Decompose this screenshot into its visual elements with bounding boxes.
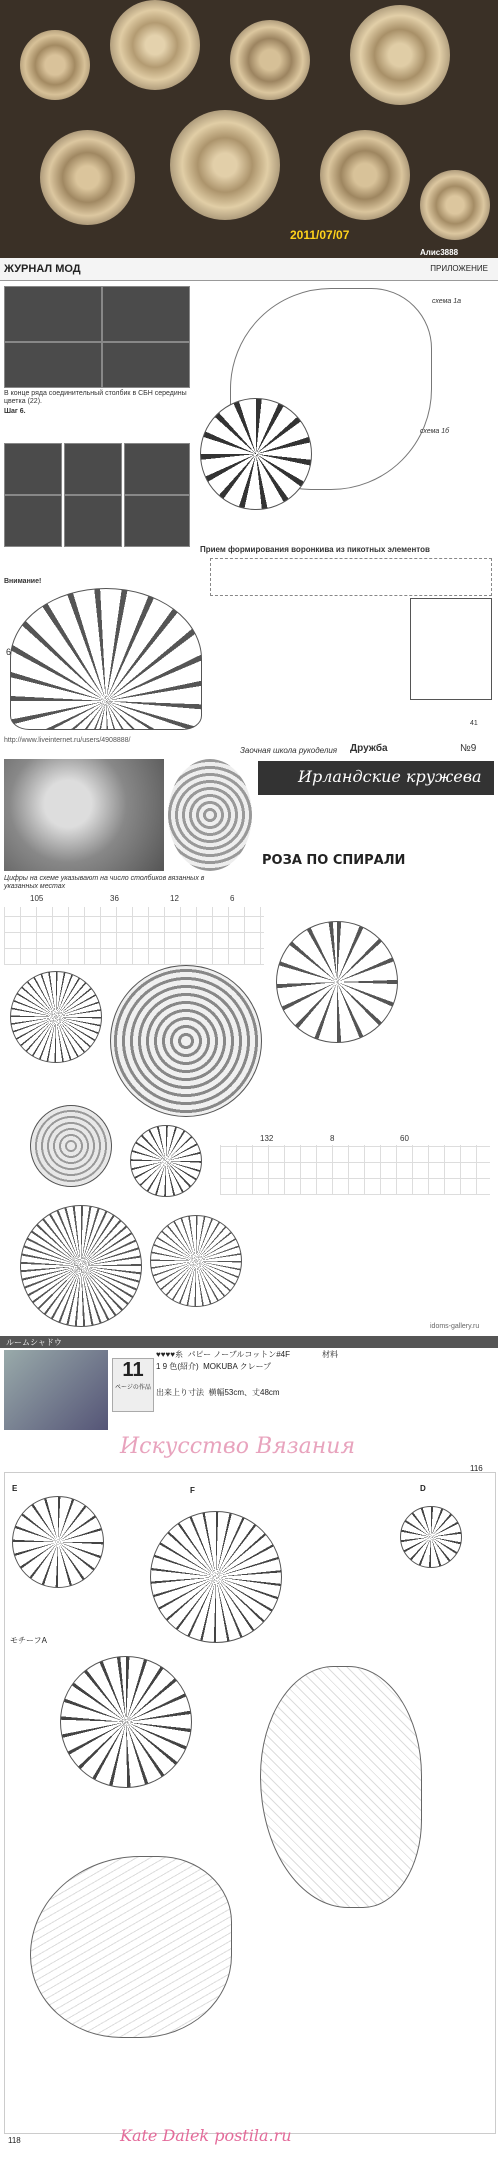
product-photo bbox=[4, 1350, 108, 1430]
irish-title: Ирландские кружева bbox=[298, 767, 482, 786]
header-label: ルームシャドウ bbox=[6, 1338, 62, 1347]
petal-round-chart bbox=[276, 921, 398, 1043]
step-photo bbox=[102, 342, 190, 388]
spiral-rose-title: РОЗА ПО СПИРАЛИ bbox=[262, 853, 406, 868]
ring-chart bbox=[20, 1205, 142, 1327]
page-number: 116 bbox=[470, 1464, 483, 1473]
issue-number: №9 bbox=[460, 743, 477, 754]
step-photo bbox=[124, 495, 190, 547]
flower-chart bbox=[200, 398, 312, 510]
page-label: ページの作品 bbox=[115, 1385, 151, 1391]
side-label: 材料 bbox=[322, 1350, 338, 1359]
stitch-count: 12 bbox=[170, 894, 179, 903]
motif-label: D bbox=[420, 1484, 426, 1493]
pattern-number: 11 bbox=[122, 1359, 144, 1381]
watermark: Искусство Вязания bbox=[120, 1434, 356, 1459]
stitch-count: 60 bbox=[400, 1134, 409, 1143]
magazine-logo: ЖУРНАЛ МОД bbox=[4, 263, 81, 275]
rose-motif bbox=[170, 110, 280, 220]
header-right-label: ПРИЛОЖЕНИЕ bbox=[430, 264, 488, 273]
stitch-count: 8 bbox=[330, 1134, 335, 1143]
motif-f-chart bbox=[150, 1511, 282, 1643]
motif-label: モチーフA bbox=[10, 1636, 47, 1645]
petal-chart bbox=[10, 588, 202, 730]
instruction-text: В конце ряда соединительный столбик в СБН середины цветка (22). bbox=[4, 390, 189, 405]
scheme-label: схема 1б bbox=[420, 428, 450, 435]
motif-a-chart bbox=[60, 1656, 192, 1788]
lace-photo bbox=[0, 0, 498, 258]
stitch-count: 6 bbox=[230, 894, 235, 903]
stitch-count: 105 bbox=[30, 894, 44, 903]
small-rose-chart bbox=[130, 1125, 202, 1197]
page-number: 118 bbox=[8, 2136, 21, 2145]
step-heading: Шаг 6. bbox=[4, 408, 26, 415]
japanese-header-bar bbox=[0, 1336, 498, 1348]
step-photo bbox=[4, 286, 102, 342]
step-photo bbox=[102, 286, 190, 342]
motif-label: F bbox=[190, 1486, 195, 1495]
small-rose-photo bbox=[30, 1105, 112, 1187]
materials-line: 出来上り寸法 横幅53cm、丈48cm bbox=[156, 1388, 280, 1397]
rose-motif bbox=[350, 5, 450, 105]
spiral-rose-large-photo bbox=[110, 965, 262, 1117]
step-photo bbox=[4, 495, 62, 547]
materials-line: 1 9 色(紹介) MOKUBA クレープ bbox=[156, 1362, 272, 1371]
source-url: http://www.liveinternet.ru/users/4908888/ bbox=[4, 737, 131, 744]
footer-watermark: Kate Dalek postila.ru bbox=[120, 2126, 292, 2145]
page-number-box bbox=[112, 1358, 154, 1412]
irish-title-box bbox=[258, 761, 494, 795]
lace-photo-strip bbox=[4, 759, 164, 871]
funnel-chart bbox=[210, 558, 492, 596]
page-header bbox=[0, 258, 498, 281]
rose-motif bbox=[20, 30, 90, 100]
garment-diagram bbox=[410, 598, 492, 700]
scheme-label: схема 1а bbox=[432, 298, 462, 305]
motif-d-chart bbox=[400, 1506, 462, 1568]
motif-label: E bbox=[12, 1484, 18, 1493]
stitch-chart bbox=[4, 907, 264, 965]
chart-caption: Цифры на схеме указывают на число столбиков вязанных в указанных местах bbox=[4, 875, 207, 890]
stitch-count: 132 bbox=[260, 1134, 274, 1143]
materials-line: ♥♥♥♥糸 パピー ノーブルコットン#4F bbox=[156, 1350, 291, 1359]
series-name: Заочная школа рукоделия bbox=[240, 746, 338, 755]
step-photo bbox=[4, 342, 102, 388]
gallery-credit: idoms-gallery.ru bbox=[430, 1323, 480, 1330]
magazine-page-2 bbox=[0, 735, 498, 1333]
rose-motif bbox=[40, 130, 135, 225]
stitch-chart-2 bbox=[220, 1145, 490, 1195]
step-photo bbox=[124, 443, 190, 495]
magazine-logo: Дружба bbox=[350, 743, 388, 754]
rose-motif bbox=[420, 170, 490, 240]
step-photo bbox=[64, 443, 122, 495]
step-photo bbox=[64, 495, 122, 547]
spiral-rose-photo bbox=[168, 759, 252, 871]
caption: Прием формирования воронкива из пикотных элементов bbox=[200, 545, 430, 554]
motif-e-chart bbox=[12, 1496, 104, 1588]
magazine-page-1 bbox=[0, 258, 498, 732]
stitch-count: 36 bbox=[110, 894, 119, 903]
step-photo bbox=[4, 443, 62, 495]
photo-date-stamp: 2011/07/07 bbox=[290, 228, 350, 242]
rose-motif bbox=[320, 130, 410, 220]
photo-user-stamp: Алис3888 bbox=[420, 248, 459, 257]
figure-number: 6 bbox=[6, 647, 12, 657]
ring-chart-small bbox=[150, 1215, 242, 1307]
page-number: 41 bbox=[470, 720, 478, 727]
nb-label: Внимание! bbox=[4, 578, 42, 585]
magazine-page-3 bbox=[0, 1336, 498, 2158]
rose-motif bbox=[110, 0, 200, 90]
spiral-rose-chart bbox=[10, 971, 102, 1063]
rose-motif bbox=[230, 20, 310, 100]
